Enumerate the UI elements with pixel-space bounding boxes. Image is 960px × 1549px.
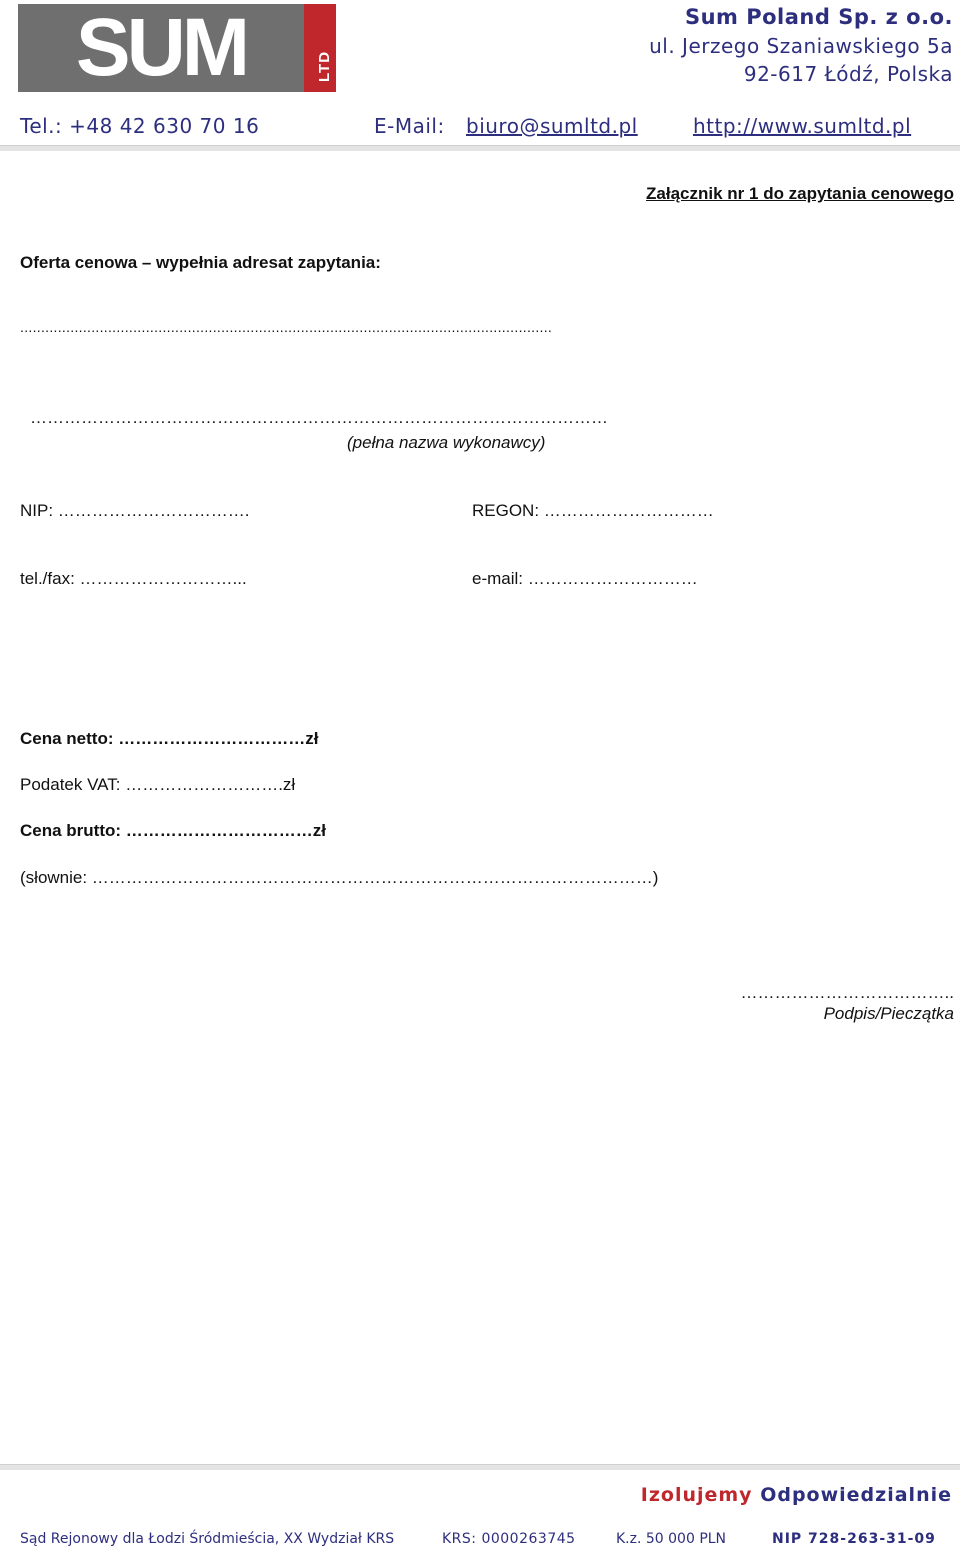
- signature-caption: Podpis/Pieczątka: [823, 1004, 954, 1023]
- slogan-part-1: Izolujemy: [640, 1484, 753, 1506]
- website-link-wrap: [693, 114, 911, 138]
- company-slogan: [641, 1484, 952, 1506]
- slogan-part-2: Odpowiedzialnie: [760, 1484, 952, 1506]
- header-divider: [0, 145, 960, 151]
- company-city: 92-617 Łódź, Polska: [743, 62, 953, 86]
- logo-text: SUM: [75, 2, 247, 93]
- company-street: ul. Jerzego Szaniawskiego 5a: [649, 34, 953, 58]
- company-name: Sum Poland Sp. z o.o.: [684, 5, 953, 29]
- telfax-field: tel./fax: ………………………...: [20, 569, 247, 588]
- vat-field: Podatek VAT: ……………………….zł: [20, 775, 296, 794]
- contractor-name-line: ...............................................................................................................................: [20, 319, 553, 335]
- offer-intro: Oferta cenowa – wypełnia adresat zapytania:: [20, 253, 381, 272]
- email-link-wrap: [466, 114, 638, 138]
- court-registry: Sąd Rejonowy dla Łodzi Śródmieścia, XX Wydział KRS: [20, 1531, 395, 1547]
- logo-suffix: LTD: [316, 50, 333, 82]
- contractor-name-line-2: …………………………………………………………………………………………: [30, 408, 608, 427]
- email-link[interactable]: biuro@sumltd.pl: [466, 114, 638, 138]
- email-field: e-mail: …………………………: [472, 569, 698, 588]
- krs-number: KRS: 0000263745: [442, 1531, 576, 1547]
- contractor-caption: (pełna nazwa wykonawcy): [347, 433, 546, 452]
- phone-label: Tel.: +48 42 630 70 16: [20, 114, 260, 138]
- logo-red-bar: [304, 4, 336, 92]
- signature-line: ………………………………..: [740, 983, 954, 1002]
- share-capital: K.z. 50 000 PLN: [616, 1531, 727, 1547]
- net-price-field: Cena netto: ……………………………zł: [20, 729, 319, 748]
- gross-price-field: Cena brutto: ……………………………zł: [20, 821, 326, 840]
- amount-in-words-field: (słownie: ………………………………………………………………………………………): [20, 868, 659, 887]
- attachment-title: Załącznik nr 1 do zapytania cenowego: [646, 184, 954, 203]
- company-logo: [18, 4, 336, 92]
- email-prefix: E-Mail:: [374, 114, 445, 138]
- nip-field: NIP: …………………………….: [20, 501, 250, 520]
- regon-field: REGON: …………………………: [472, 501, 714, 520]
- website-link[interactable]: http://www.sumltd.pl: [693, 114, 912, 138]
- footer-divider: [0, 1464, 960, 1470]
- footer-nip: NIP 728-263-31-09: [772, 1531, 936, 1547]
